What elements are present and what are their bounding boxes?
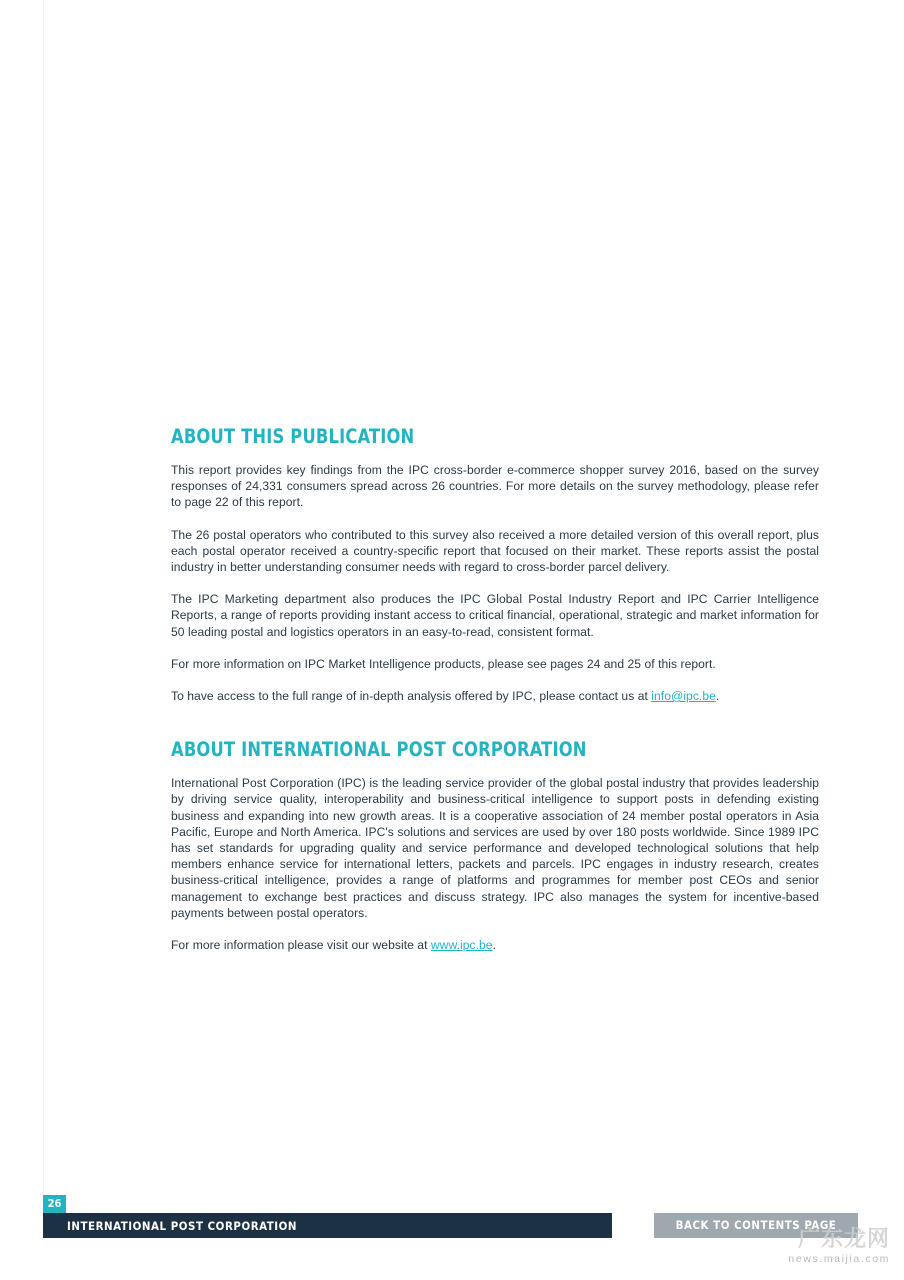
footer-bar — [43, 1197, 612, 1238]
page-left-rule — [43, 0, 44, 1195]
back-to-contents-button[interactable]: BACK TO CONTENTS PAGE — [654, 1213, 858, 1238]
watermark-sub-text: news.maijia.com — [788, 1253, 890, 1265]
contact-text-prefix: To have access to the full range of in-depth analysis offered by IPC, please contact us at — [171, 689, 652, 704]
paragraph-publication-4: For more information on IPC Market Intelligence products, please see pages 24 and 25 of this report. — [171, 656, 716, 671]
website-text-prefix: For more information please visit our website at — [171, 938, 431, 953]
page-content — [171, 425, 819, 953]
watermark — [788, 1226, 890, 1266]
page-footer — [43, 1197, 837, 1238]
section-heading-about-this-publication: ABOUT THIS PUBLICATION — [171, 425, 415, 448]
page-number-badge: 26 — [43, 1195, 66, 1213]
website-link-ipc[interactable]: www.ipc.be — [430, 938, 493, 953]
contact-text-suffix: . — [715, 689, 720, 704]
footer-organisation-name: INTERNATIONAL POST CORPORATION — [67, 1219, 298, 1233]
email-link-ipc[interactable]: info@ipc.be — [651, 689, 716, 704]
watermark-main-text: 广东龙网 — [797, 1226, 890, 1251]
paragraph-contact — [171, 688, 819, 704]
section-heading-about-ipc: ABOUT INTERNATIONAL POST CORPORATION — [171, 738, 587, 762]
website-text-suffix: . — [492, 938, 496, 953]
paragraph-about-ipc-1: International Post Corporation (IPC) is the leading service provider of the global postal industry that provides leadership by driving service quality, interoperability and business-critical intelligence to support posts in defending existing business and expanding into new growth areas. It is a cooperative association of 24 member postal operators in Asia Pacific, Europe and North America. IPC's solutions and services are used by over 180 posts worldwide. Since 1989 IPC has set standards for upgrading quality and service performance and developed technological solutions that help members enhance service for international letters, packets and parcels. IPC engages in industry research, creates business-critical intelligence, provides a range of platforms and programmes for member post CEOs and senior management to exchange best practices and discuss strategy. IPC also manages the system for incentive-based payments between postal operators. — [171, 776, 819, 920]
paragraph-publication-1: This report provides key findings from the IPC cross-border e-commerce shopper survey 2016, based on the survey responses of 24,331 consumers spread across 26 countries. For more details on the survey methodology, please refer to page 22 of this report. — [171, 463, 819, 510]
paragraph-website — [171, 937, 819, 953]
paragraph-publication-2: The 26 postal operators who contributed to this survey also received a more detailed version of this overall report, plus each postal operator received a country-specific report that focused on their market. These reports assist the postal industry in better understanding consumer needs with regard to cross-border parcel delivery. — [171, 527, 819, 575]
paragraph-publication-3: The IPC Marketing department also produces the IPC Global Postal Industry Report and IPC Carrier Intelligence Reports, a range of reports providing instant access to critical financial, operational, strategic and market information for 50 leading postal and logistics operators in an easy-to-read, consistent format. — [171, 592, 819, 639]
